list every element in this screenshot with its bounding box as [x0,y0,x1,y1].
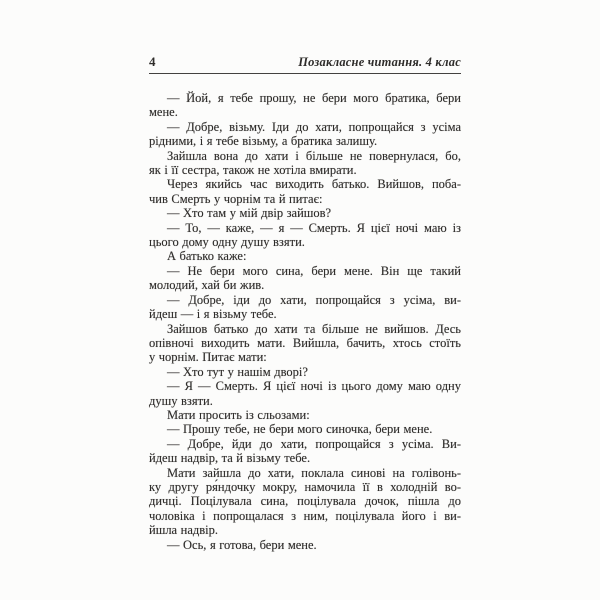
text-line: Зайшла вона до хати і більше не повернулася, бо, [167,148,461,163]
text-line: — Добре, йди до хати, попрощайся з усіма. Ви- [167,436,461,451]
text-line: опівночі виходить мати. Вийшла, бачить, хтось стоїть [149,335,461,350]
text-line: душу взяти. [149,393,213,408]
text-line: А батько каже: [167,249,247,264]
text-line: — То, — каже, — я — Смерть. Я цієї ночі маю із [167,220,461,235]
text-line: Зайшов батько до хати та більше не вийшов. Десь [167,321,461,336]
page-number: 4 [149,54,156,69]
text-line: мене. [149,105,178,120]
running-title: Позакласне читання. 4 клас [298,55,461,69]
story-text [149,91,461,552]
text-block [149,55,461,552]
text-line: чоловіка і попрощалася з ним, поцілувала його і ви- [149,508,461,523]
text-line: рідними, і я тебе візьму, а братика залишу. [149,134,378,149]
text-line: цього дому одну душу взяти. [149,235,305,250]
text-line: ку другу ря́ндочку мокру, намочила її в холодній во- [149,479,461,494]
text-line: як і її сестра, також не хотіла вмирати. [149,163,357,178]
text-line: — Не бери мого сина, бери мене. Він ще такий [167,263,461,278]
text-line: дичці. Поцілувала сина, поцілувала дочок, пішла до [149,494,461,509]
text-line: — Прошу тебе, не бери мого синочка, бери мене. [167,422,433,437]
text-line: йдеш — і я візьму тебе. [149,307,277,322]
text-line: — Хто тут у нашім дворі? [167,364,308,379]
text-line: у чорнім. Питає мати: [149,350,267,365]
text-line: Через якийсь час виходить батько. Вийшов, поба- [167,177,461,192]
running-header [149,55,461,74]
text-line: — Ось, я готова, бери мене. [167,537,317,552]
text-line: — Я — Смерть. Я цієї ночі із цього дому маю одну [167,379,461,394]
text-line: йшла надвір. [149,523,218,538]
text-line: — Добре, візьму. Іди до хати, попрощайся з усіма [167,119,461,134]
text-line: молодий, хай би жив. [149,278,265,293]
text-line: Мати просить із сльозами: [167,407,310,422]
text-line: йдеш надвір, та й візьму тебе. [149,451,311,466]
text-line: — Хто там у мій двір зайшов? [167,206,332,221]
text-line: Мати зайшла до хати, поклала синові на голівонь- [167,465,461,480]
text-line: — Добре, іди до хати, попрощайся з усіма, ви- [167,292,461,307]
text-line: чив Смерть у чорнім та й питає: [149,191,323,206]
text-line: — Йой, я тебе прошу, не бери мого братика, бери [167,91,461,105]
